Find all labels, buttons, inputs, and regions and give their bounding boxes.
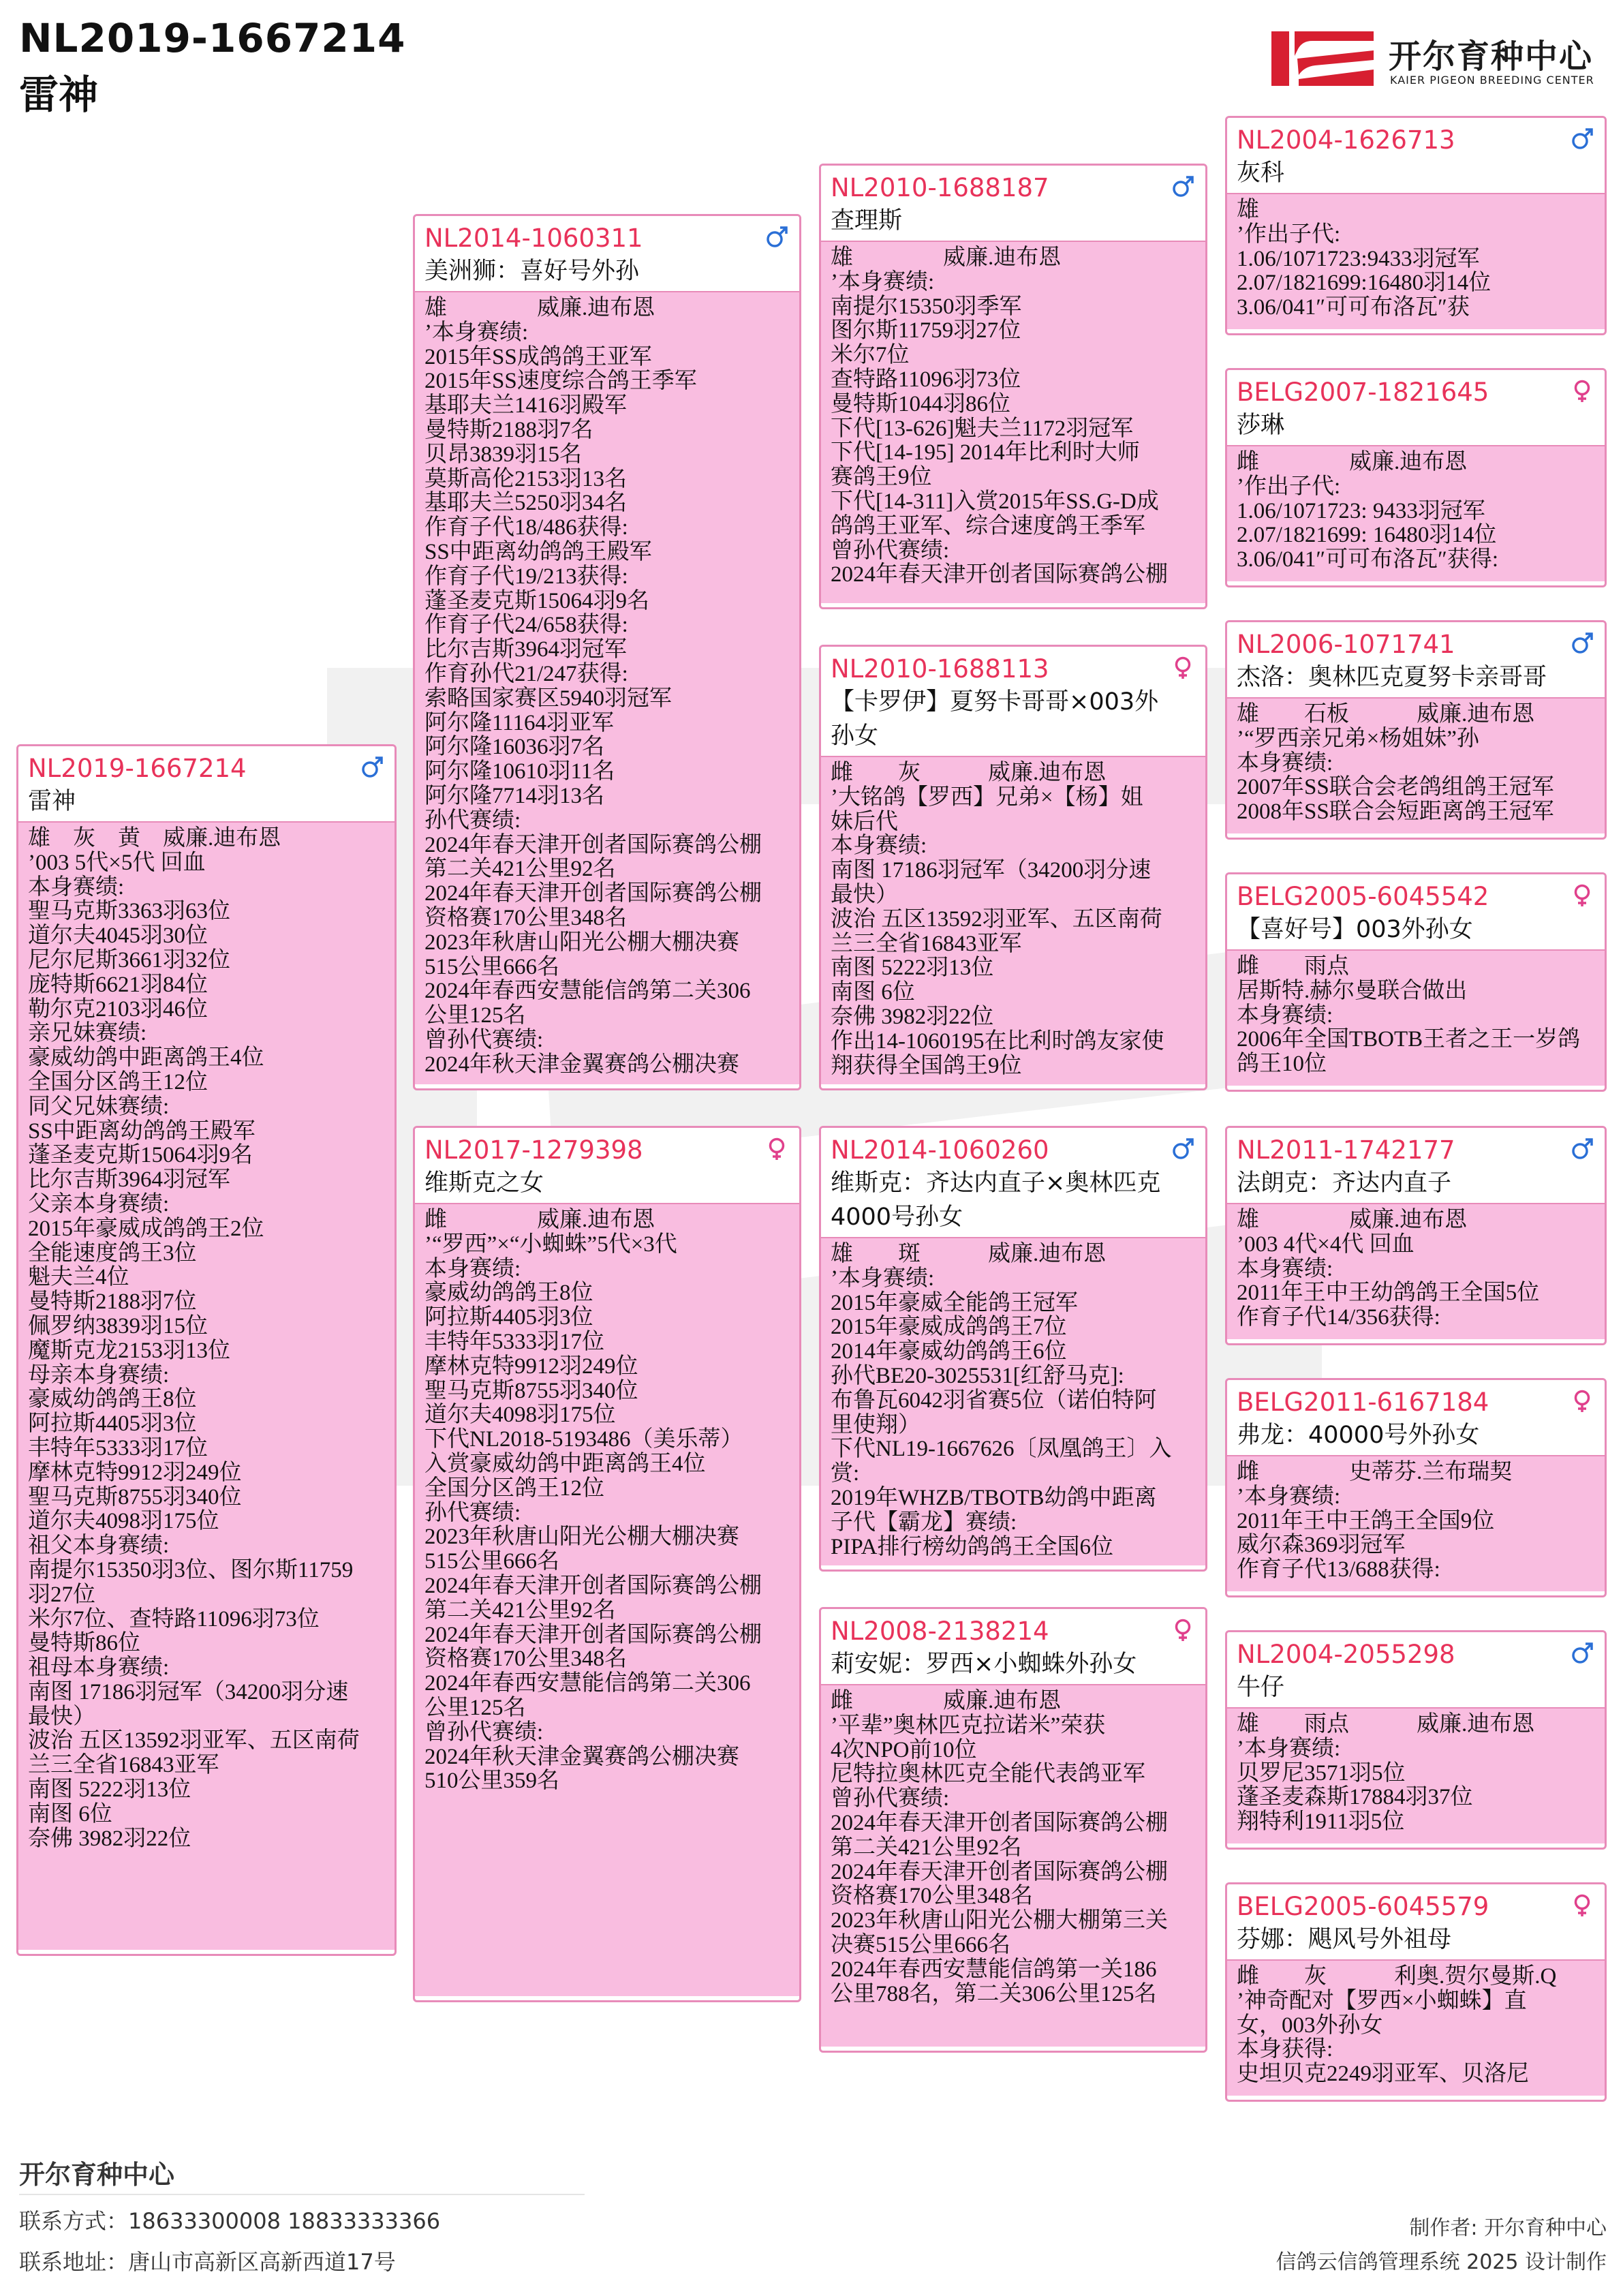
record-line: 4次NPO前10位	[831, 1737, 977, 1762]
record-line: 1.06/1071723:9433羽冠军	[1237, 246, 1480, 271]
record-line: 2024年春天津开创者国际赛鸽公棚	[424, 832, 762, 857]
record-line: 赛鸽王9位	[831, 465, 932, 490]
card-pigeon-name: 美洲狮：喜好号外孙	[424, 258, 640, 285]
card-record	[415, 292, 799, 1084]
card-header	[1227, 622, 1605, 699]
record-line: 作出14-1060195在比利时鸽友家使	[831, 1028, 1164, 1054]
card-header	[821, 1128, 1205, 1238]
record-line: 下代[14-311]入赏2015年SS.G-D成	[831, 489, 1159, 514]
record-line: 入赏豪威幼鸽中距离鸽王4位	[424, 1451, 706, 1476]
record-line: ’作出子代:	[1237, 474, 1341, 499]
record-line: 道尔夫4098羽175位	[28, 1509, 219, 1534]
record-line: 2024年春天津开创者国际赛鸽公棚	[424, 1622, 762, 1647]
record-line: 丰特年5333羽17位	[424, 1329, 604, 1354]
pedigree-card-dsd[interactable]	[1225, 1378, 1607, 1597]
record-line: ’“罗西亲兄弟×杨姐妹”孙	[1237, 726, 1479, 751]
record-line: 雌 灰 威廉.迪布恩	[831, 761, 1107, 785]
card-header	[1227, 874, 1605, 951]
record-line: 阿尔隆16036羽7名	[424, 735, 604, 760]
card-header	[18, 746, 395, 823]
record-line: 奈佛 3982羽22位	[28, 1826, 191, 1851]
card-pigeon-name: 法朗克：齐达内直子	[1237, 1169, 1452, 1197]
card-record	[821, 1685, 1205, 2047]
record-line: 翔特利1911羽5位	[1237, 1809, 1405, 1835]
record-line: 南提尔15350羽季军	[831, 294, 1022, 319]
male-icon	[1571, 1642, 1594, 1665]
record-line: 第二关421公里92名	[424, 1597, 616, 1623]
record-line: 雌 威廉.迪布恩	[1237, 450, 1468, 474]
record-line: 南图 17186羽冠军（34200羽分速	[28, 1679, 349, 1704]
card-pigeon-name: 芬娜：飓风号外祖母	[1237, 1926, 1452, 1953]
kaier-logo	[1271, 26, 1598, 91]
record-line: 居斯特.赫尔曼联合做出	[1237, 978, 1468, 1003]
card-ring-number: NL2006-1071741	[1237, 630, 1455, 659]
male-icon	[1571, 632, 1594, 655]
card-pigeon-name: 牛仔	[1237, 1674, 1285, 1701]
record-line: 妹后代	[831, 809, 898, 834]
card-ring-number: NL2014-1060260	[831, 1135, 1049, 1165]
record-line: 雌 史蒂芬.兰布瑞契	[1237, 1460, 1513, 1484]
record-line: 聖马克斯8755羽340位	[28, 1484, 242, 1510]
record-line: 第二关421公里92名	[831, 1835, 1022, 1860]
card-record	[821, 757, 1205, 1084]
card-record	[1227, 1204, 1605, 1339]
record-line: 贝罗尼3571羽5位	[1237, 1760, 1406, 1786]
record-line: 道尔夫4098羽175位	[424, 1403, 616, 1428]
record-line: ’本身赛绩:	[424, 320, 529, 345]
record-line: 莫斯高伦2153羽13名	[424, 466, 627, 491]
record-line: 阿拉斯4405羽3位	[28, 1411, 197, 1437]
record-line: 515公里666名	[424, 1549, 559, 1574]
record-line: 2006年全国TBOTB王者之王一岁鸽	[1237, 1027, 1581, 1052]
record-line: 南图 5222羽13位	[831, 955, 994, 981]
record-line: 作育子代18/486获得:	[424, 515, 628, 540]
card-ring-number: NL2019-1667214	[28, 754, 247, 783]
record-line: 2024年春西安慧能信鸽第二关306	[424, 979, 751, 1004]
record-line: 1.06/1071723: 9433羽冠军	[1237, 498, 1485, 523]
record-line: 鸽王10位	[1237, 1052, 1327, 1077]
record-line: 曼特斯1044羽86位	[831, 391, 1010, 416]
record-line: 2023年秋唐山阳光公棚大棚第三关	[831, 1908, 1168, 1933]
record-line: 南图 5222羽13位	[28, 1777, 191, 1803]
pedigree-card-sire-dam[interactable]	[819, 645, 1207, 1090]
card-header	[1227, 370, 1605, 446]
record-line: 雄 斑 威廉.迪布恩	[831, 1242, 1107, 1266]
record-line: 查特路11096羽73位	[831, 367, 1021, 392]
record-line: 雄 雨点 威廉.迪布恩	[1237, 1712, 1535, 1736]
record-line: 聖马克斯3363羽63位	[28, 899, 230, 924]
card-pigeon-name: 【卡罗伊】夏努卡哥哥×003外孙女	[831, 688, 1159, 750]
card-pigeon-name: 查理斯	[831, 207, 903, 234]
footer-contact: 联系方式：18633300008 18833333366	[19, 2208, 441, 2234]
logo-cn-text: 开尔育种中心	[1389, 37, 1594, 76]
record-line: 作育子代19/213获得:	[424, 564, 628, 589]
record-line: 索略国家赛区5940羽冠军	[424, 686, 672, 711]
record-line: 鸽鸽王亚军、综合速度鸽王季军	[831, 513, 1145, 538]
record-line: 丰特年5333羽17位	[28, 1435, 208, 1460]
record-line: 全国分区鸽王12位	[424, 1475, 604, 1501]
record-line: 作育子代24/658获得:	[424, 613, 628, 638]
record-line: 曼特斯86位	[28, 1631, 140, 1656]
record-line: 布鲁瓦6042羽省赛5位（诺伯特阿	[831, 1388, 1157, 1413]
header-pigeon-name: 雷神	[19, 72, 99, 118]
kaier-logo-icon	[1271, 26, 1380, 91]
female-icon	[1171, 656, 1194, 679]
record-line: 下代NL19-1667626〔凤凰鸽王〕入	[831, 1437, 1172, 1462]
record-line: 2024年春天津开创者国际赛鸽公棚	[831, 1810, 1168, 1835]
record-line: 资格赛170公里348名	[831, 1884, 1033, 1909]
record-line: 父亲本身赛绩:	[28, 1191, 170, 1216]
record-line: 本身赛绩:	[424, 1256, 521, 1281]
card-ring-number: BELG2005-6045542	[1237, 882, 1489, 911]
card-record	[1227, 1709, 1605, 1843]
record-line: 阿尔隆7714羽13名	[424, 783, 604, 808]
record-line: 南图 17186羽冠军（34200羽分速	[831, 858, 1151, 883]
card-header	[821, 166, 1205, 242]
card-ring-number: BELG2011-6167184	[1237, 1388, 1489, 1417]
record-line: 波治 五区13592羽亚军、五区南荷	[28, 1728, 360, 1754]
record-line: 2019年WHZB/TBOTB幼鸽中距离	[831, 1485, 1157, 1510]
record-line: 赏:	[831, 1461, 860, 1486]
record-line: 豪威幼鸽鸽王8位	[28, 1387, 197, 1412]
card-record	[821, 242, 1205, 603]
pedigree-card-dam-sire[interactable]	[819, 1126, 1207, 1572]
card-header	[415, 216, 799, 292]
record-line: 雌 威廉.迪布恩	[831, 1689, 1062, 1713]
card-record	[1227, 1456, 1605, 1591]
record-line: 本身赛绩:	[28, 874, 125, 900]
record-line: 蓬圣麦森斯17884羽37位	[1237, 1785, 1473, 1810]
record-line: 雌 雨点	[1237, 954, 1349, 979]
record-line: 阿尔隆11164羽亚军	[424, 710, 615, 735]
pedigree-card-sss[interactable]	[1225, 116, 1607, 335]
pedigree-card-sdd[interactable]	[1225, 872, 1607, 1092]
record-line: 515公里666名	[424, 954, 559, 979]
record-line: 曼特斯2188羽7名	[424, 417, 593, 442]
record-line: 曾孙代赛绩:	[831, 1786, 950, 1811]
record-line: 2.07/1821699: 16480羽14位	[1237, 523, 1497, 548]
record-line: 下代[14-195] 2014年比利时大师	[831, 440, 1140, 465]
record-line: 佩罗纳3839羽15位	[28, 1313, 208, 1338]
female-icon	[1571, 884, 1594, 907]
record-line: 2015年豪威全能鸽王冠军	[831, 1290, 1078, 1315]
record-line: SS中距离幼鸽鸽王殿军	[424, 539, 652, 564]
card-header	[1227, 1380, 1605, 1456]
pedigree-card-ddd[interactable]	[1225, 1882, 1607, 2102]
record-line: SS中距离幼鸽鸽王殿军	[28, 1118, 256, 1144]
record-line: 最快）	[831, 882, 898, 907]
record-line: 资格赛170公里348名	[424, 1647, 627, 1672]
record-line: 魔斯克龙2153羽13位	[28, 1338, 230, 1363]
card-record	[415, 1204, 799, 1996]
record-line: 波治 五区13592羽亚军、五区南荷	[831, 906, 1162, 932]
record-line: 子代【霸龙】赛绩:	[831, 1510, 1017, 1535]
record-line: 本身赛绩:	[1237, 750, 1333, 776]
record-line: 兰三全省16843亚军	[831, 931, 1022, 956]
record-line: ’本身赛绩:	[831, 1266, 935, 1291]
card-ring-number: NL2010-1688113	[831, 654, 1049, 684]
record-line: 2024年春天津开创者国际赛鸽公棚	[831, 1859, 1168, 1884]
pedigree-card-subject[interactable]	[16, 744, 397, 1956]
record-line: 资格赛170公里348名	[424, 905, 627, 930]
record-line: 蓬圣麦克斯15064羽9名	[424, 588, 649, 613]
record-line: 曾孙代赛绩:	[831, 538, 950, 563]
card-ring-number: NL2017-1279398	[424, 1135, 643, 1165]
record-line: 3.06/041″可可布洛瓦″获	[1237, 295, 1470, 320]
record-line: ’003 5代×5代 回血	[28, 850, 206, 875]
card-header	[1227, 1884, 1605, 1961]
footer-system: 信鸽云信鸽管理系统 2025 设计制作	[1276, 2250, 1607, 2274]
record-line: 本身获得:	[1237, 2037, 1333, 2062]
footer-company: 开尔育种中心	[19, 2160, 175, 2190]
card-record	[821, 1238, 1205, 1565]
record-line: 2011年王中王鸽王全国9位	[1237, 1508, 1495, 1533]
record-line: 曾孙代赛绩:	[424, 1027, 544, 1052]
record-line: 摩林克特9912羽249位	[28, 1460, 242, 1485]
record-line: 威尔森369羽冠军	[1237, 1533, 1406, 1558]
record-line: ’作出子代:	[1237, 221, 1341, 247]
record-line: 南图 6位	[28, 1801, 112, 1826]
record-line: PIPA排行榜幼鸽鸽王全国6位	[831, 1534, 1113, 1559]
female-icon	[1171, 1619, 1194, 1642]
record-line: 阿尔隆10610羽11名	[424, 759, 615, 784]
card-ring-number: NL2014-1060311	[424, 224, 643, 253]
pedigree-card-dds[interactable]	[1225, 1630, 1607, 1850]
record-line: 祖父本身赛绩:	[28, 1533, 170, 1559]
record-line: 2015年豪威成鸽鸽王2位	[28, 1216, 264, 1241]
record-line: 2023年秋唐山阳光公棚大棚决赛	[424, 930, 739, 955]
record-line: 下代[13-626]魁夫兰1172羽冠军	[831, 416, 1134, 441]
card-ring-number: BELG2007-1821645	[1237, 378, 1489, 407]
record-line: 雄 灰 黄 威廉.迪布恩	[28, 826, 281, 851]
record-line: 公里125名	[424, 1695, 526, 1720]
logo-en-text: KAIER PIGEON BREEDING CENTER	[1390, 74, 1594, 87]
card-header	[415, 1128, 799, 1204]
card-pigeon-name: 莉安妮：罗西×小蜘蛛外孙女	[831, 1651, 1137, 1678]
record-line: 决赛515公里666名	[831, 1932, 1010, 1957]
record-line: 2024年秋天津金翼赛鸽公棚决赛	[424, 1744, 739, 1769]
record-line: 同父兄妹赛绩:	[28, 1094, 170, 1119]
record-line: 图尔斯11759羽27位	[831, 318, 1021, 343]
record-line: 2024年秋天津金翼赛鸽公棚决赛	[424, 1052, 739, 1077]
record-line: 亲兄妹赛绩:	[28, 1021, 147, 1046]
record-line: 史坦贝克2249羽亚军、贝洛尼	[1237, 2062, 1529, 2087]
record-line: 南图 6位	[831, 980, 915, 1005]
record-line: ’平辈”奥林匹克拉诺米”荣获	[831, 1713, 1106, 1738]
record-line: ’大铭鸽【罗西】兄弟×【杨】姐	[831, 784, 1143, 810]
record-line: 510公里359名	[424, 1769, 559, 1794]
footer-maker: 制作者: 开尔育种中心	[1409, 2216, 1607, 2240]
record-line: 豪威幼鸽鸽王8位	[424, 1281, 593, 1306]
card-record	[1227, 1961, 1605, 2096]
female-icon	[1571, 380, 1594, 403]
record-line: 尼尔尼斯3661羽32位	[28, 947, 230, 973]
record-line: 2.07/1821699:16480羽14位	[1237, 271, 1491, 296]
record-line: 孙代赛绩:	[424, 1500, 521, 1525]
pedigree-card-sire-sire[interactable]	[819, 164, 1207, 609]
record-line: 作育孙代21/247获得:	[424, 661, 628, 686]
record-line: 作育子代14/356获得:	[1237, 1305, 1440, 1330]
record-line: 曾孙代赛绩:	[424, 1719, 544, 1745]
record-line: 南提尔15350羽3位、图尔斯11759	[28, 1557, 354, 1582]
record-line: 勒尔克2103羽46位	[28, 996, 208, 1022]
record-line: 2011年王中王幼鸽鸽王全国5位	[1237, 1281, 1540, 1306]
record-line: 羽27位	[28, 1582, 95, 1607]
record-line: 摩林克特9912羽249位	[424, 1353, 638, 1379]
card-ring-number: NL2008-2138214	[831, 1617, 1049, 1646]
record-line: 基耶夫兰5250羽34名	[424, 491, 627, 516]
record-line: 孙代赛绩:	[424, 808, 521, 833]
record-line: ’神奇配对【罗西×小蜘蛛】直	[1237, 1988, 1527, 2013]
card-header	[1227, 1632, 1605, 1709]
record-line: 雄	[1237, 198, 1259, 222]
record-line: 聖马克斯8755羽340位	[424, 1378, 638, 1403]
record-line: 2024年春西安慧能信鸽第一关186	[831, 1957, 1157, 1982]
record-line: 基耶夫兰1416羽殿军	[424, 393, 627, 418]
record-line: 2015年SS成鸽鸽王亚军	[424, 344, 652, 369]
record-line: 2024年春天津开创者国际赛鸽公棚	[424, 881, 762, 906]
male-icon	[360, 756, 384, 779]
record-line: 阿拉斯4405羽3位	[424, 1305, 593, 1330]
record-line: ’003 4代×4代 回血	[1237, 1231, 1415, 1257]
card-record	[18, 823, 395, 1950]
pedigree-card-dam-dam[interactable]	[819, 1607, 1207, 2053]
record-line: 孙代BE20-3025531[红舒马克]:	[831, 1363, 1124, 1388]
record-line: ’“罗西”×“小蜘蛛”5代×3代	[424, 1231, 677, 1257]
footer-divider	[19, 2194, 585, 2195]
card-ring-number: NL2004-2055298	[1237, 1640, 1455, 1669]
record-line: 2024年春天津开创者国际赛鸽公棚	[831, 562, 1168, 587]
female-icon	[1571, 1894, 1594, 1917]
record-line: 2023年秋唐山阳光公棚大棚决赛	[424, 1525, 739, 1550]
record-line: 里使翔）	[831, 1412, 921, 1437]
record-line: 下代NL2018-5193486（美乐蒂）	[424, 1427, 743, 1452]
record-line: 雄 石板 威廉.迪布恩	[1237, 702, 1535, 726]
card-record	[1227, 951, 1605, 1086]
male-icon	[1571, 1137, 1594, 1161]
male-icon	[1571, 127, 1594, 151]
card-ring-number: NL2011-1742177	[1237, 1135, 1455, 1165]
record-line: 米尔7位	[831, 343, 910, 368]
card-ring-number: NL2004-1626713	[1237, 125, 1455, 155]
card-pigeon-name: 杰洛：奥林匹克夏努卡亲哥哥	[1237, 664, 1547, 691]
male-icon	[1171, 175, 1194, 198]
record-line: 公里125名	[424, 1003, 526, 1028]
card-pigeon-name: 灰科	[1237, 159, 1285, 187]
pedigree-card-sds[interactable]	[1225, 620, 1607, 840]
record-line: 庞特斯6621羽84位	[28, 972, 208, 997]
record-line: 2008年SS联合会短距离鸽王冠军	[1237, 799, 1554, 825]
pedigree-card-dss[interactable]	[1225, 1126, 1607, 1345]
record-line: 公里788名，第二关306公里125名	[831, 1981, 1157, 2006]
record-line: 魁夫兰4位	[28, 1265, 129, 1290]
card-pigeon-name: 维斯克之女	[424, 1169, 544, 1197]
female-icon	[765, 1137, 788, 1161]
record-line: 本身赛绩:	[1237, 1256, 1333, 1281]
record-line: 雌 威廉.迪布恩	[424, 1208, 655, 1232]
record-line: ’本身赛绩:	[831, 269, 935, 294]
record-line: 比尔吉斯3964羽冠军	[424, 637, 627, 662]
record-line: 祖母本身赛绩:	[28, 1655, 170, 1681]
pedigree-card-sire[interactable]	[413, 214, 801, 1090]
record-line: 母亲本身赛绩:	[28, 1362, 170, 1388]
card-pigeon-name: 雷神	[28, 788, 76, 815]
record-line: 2007年SS联合会老鸽组鸽王冠军	[1237, 775, 1554, 800]
record-line: 兰三全省16843亚军	[28, 1753, 219, 1778]
card-header	[1227, 1128, 1605, 1204]
header-ring-number: NL2019-1667214	[19, 15, 406, 61]
pedigree-card-ssd[interactable]	[1225, 368, 1607, 587]
card-header	[1227, 118, 1605, 194]
record-line: 比尔吉斯3964羽冠军	[28, 1167, 230, 1193]
footer-address: 联系地址：唐山市高新区高新西道17号	[19, 2249, 396, 2275]
record-line: 贝昂3839羽15名	[424, 442, 582, 467]
record-line: 女，003外孙女	[1237, 2012, 1383, 2038]
record-line: 第二关421公里92名	[424, 857, 616, 882]
record-line: 2015年豪威成鸽鸽王7位	[831, 1315, 1067, 1340]
record-line: 米尔7位、查特路11096羽73位	[28, 1606, 320, 1632]
record-line: ’本身赛绩:	[1237, 1484, 1341, 1509]
record-line: 全国分区鸽王12位	[28, 1069, 208, 1095]
card-record	[1227, 699, 1605, 833]
record-line: 本身赛绩:	[831, 833, 927, 859]
record-line: ’本身赛绩:	[1237, 1736, 1341, 1761]
record-line: 全能速度鸽王3位	[28, 1240, 197, 1266]
record-line: 最快）	[28, 1704, 95, 1729]
card-pigeon-name: 维斯克：齐达内直子×奥林匹克4000号孙女	[831, 1169, 1161, 1231]
male-icon	[765, 226, 788, 249]
card-pigeon-name: 【喜好号】003外孙女	[1237, 916, 1473, 943]
record-line: 蓬圣麦克斯15064羽9名	[28, 1143, 253, 1168]
record-line: 雄 威廉.迪布恩	[424, 296, 655, 320]
record-line: 雄 威廉.迪布恩	[1237, 1208, 1468, 1232]
record-line: 奈佛 3982羽22位	[831, 1004, 994, 1029]
card-record	[1227, 446, 1605, 581]
record-line: 本身赛绩:	[1237, 1002, 1333, 1028]
record-line: 雌 灰 利奥.贺尔曼斯.Q	[1237, 1964, 1557, 1989]
card-header	[821, 1609, 1205, 1685]
card-pigeon-name: 莎琳	[1237, 412, 1285, 439]
record-line: 曼特斯2188羽7位	[28, 1289, 197, 1315]
female-icon	[1571, 1390, 1594, 1413]
record-line: 豪威幼鸽中距离鸽王4位	[28, 1045, 264, 1071]
card-pigeon-name: 弗龙：40000号外孙女	[1237, 1422, 1480, 1449]
record-line: 2014年豪威幼鸽鸽王6位	[831, 1339, 1067, 1364]
pedigree-card-dam[interactable]	[413, 1126, 801, 2002]
record-line: 2024年春西安慧能信鸽第二关306	[424, 1671, 751, 1696]
record-line: 2015年SS速度综合鸽王季军	[424, 369, 697, 394]
record-line: 雄 威廉.迪布恩	[831, 245, 1062, 270]
record-line: 道尔夫4045羽30位	[28, 923, 208, 949]
record-line: 作育子代13/688获得:	[1237, 1557, 1440, 1582]
card-ring-number: BELG2005-6045579	[1237, 1892, 1489, 1921]
record-line: 翔获得全国鸽王9位	[831, 1053, 1022, 1078]
card-header	[821, 647, 1205, 757]
card-ring-number: NL2010-1688187	[831, 173, 1049, 202]
record-line: 尼特拉奥林匹克全能代表鸽亚军	[831, 1762, 1145, 1787]
record-line: 3.06/041″可可布洛瓦″获得:	[1237, 547, 1499, 572]
male-icon	[1171, 1137, 1194, 1161]
card-record	[1227, 194, 1605, 329]
record-line: 2024年春天津开创者国际赛鸽公棚	[424, 1573, 762, 1598]
